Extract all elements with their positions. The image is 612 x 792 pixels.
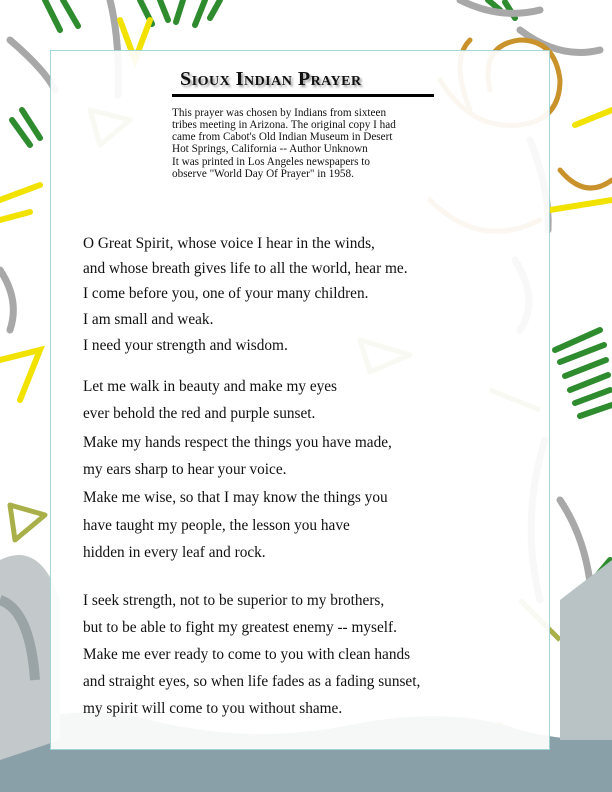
prayer-line: and straight eyes, so when life fades as a fading sunset, bbox=[83, 673, 421, 690]
intro-note bbox=[172, 107, 442, 181]
prayer-line: but to be able to fight my greatest enemy -- myself. bbox=[83, 619, 397, 636]
prayer-line: and whose breath gives life to all the world, hear me. bbox=[83, 260, 408, 277]
intro-line: tribes meeting in Arizona. The original copy I had bbox=[172, 119, 396, 132]
prayer-line: I seek strength, not to be superior to my brothers, bbox=[83, 592, 385, 609]
prayer-line: Make me ever ready to come to you with clean hands bbox=[83, 646, 411, 663]
prayer-line: my spirit will come to you without shame. bbox=[83, 700, 343, 717]
intro-line: It was printed in Los Angeles newspapers to bbox=[172, 156, 370, 169]
prayer-line: O Great Spirit, whose voice I hear in the winds, bbox=[83, 235, 375, 252]
intro-paragraph-1 bbox=[172, 107, 442, 155]
prayer-line: Make me wise, so that I may know the things you bbox=[83, 489, 388, 506]
prayer-line: Make my hands respect the things you have made, bbox=[83, 434, 392, 451]
title-underline bbox=[172, 94, 434, 97]
intro-paragraph-2 bbox=[172, 156, 442, 180]
intro-line: Hot Springs, California -- Author Unknown bbox=[172, 143, 368, 156]
prayer-line: my ears sharp to hear your voice. bbox=[83, 461, 287, 478]
intro-line: observe "World Day Of Prayer" in 1958. bbox=[172, 168, 354, 181]
prayer-line: have taught my people, the lesson you have bbox=[83, 517, 350, 534]
intro-line: This prayer was chosen by Indians from sixteen bbox=[172, 107, 387, 119]
prayer-line: Let me walk in beauty and make my eyes bbox=[83, 378, 338, 395]
prayer-line: I come before you, one of your many children. bbox=[83, 285, 369, 302]
prayer-line: I need your strength and wisdom. bbox=[83, 337, 288, 354]
prayer-line: hidden in every leaf and rock. bbox=[83, 544, 266, 561]
prayer-line: ever behold the red and purple sunset. bbox=[83, 405, 316, 422]
page-title: Sioux Indian Prayer bbox=[180, 68, 362, 90]
intro-line: came from Cabot's Old Indian Museum in Desert bbox=[172, 131, 393, 144]
prayer-line: I am small and weak. bbox=[83, 311, 214, 328]
